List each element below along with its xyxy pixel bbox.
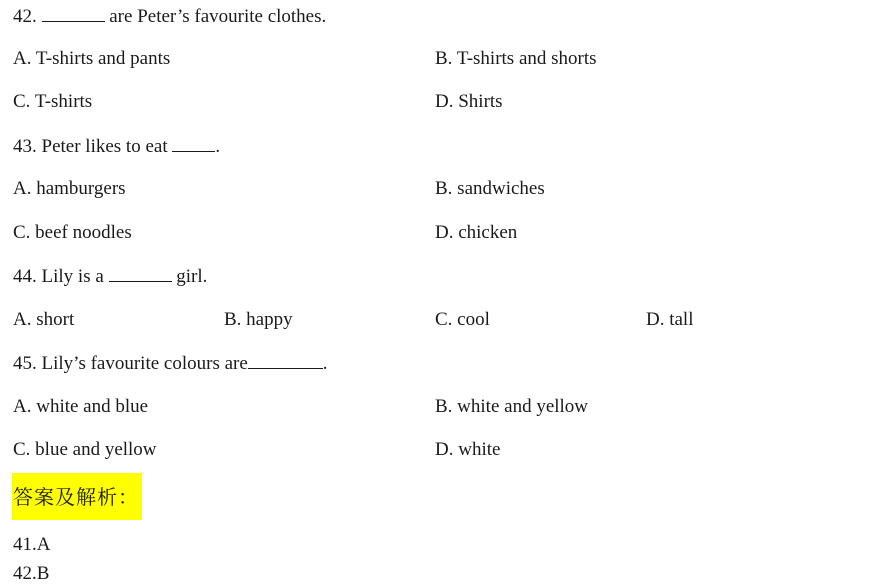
option-a: A. T-shirts and pants (13, 48, 171, 69)
option-d: D. tall (646, 309, 694, 330)
option-b: B. happy (224, 309, 293, 330)
question-stem-text: 42. (13, 6, 42, 27)
option-b: B. white and yellow (435, 396, 589, 417)
option-c: C. blue and yellow (13, 439, 157, 460)
option-b: B. sandwiches (435, 178, 545, 199)
option-c: C. cool (435, 309, 490, 330)
question-stem-text: . (215, 136, 221, 157)
question-44-stem (13, 265, 207, 288)
question-45-stem (13, 352, 328, 375)
answer-blank (42, 5, 105, 22)
option-a: A. hamburgers (13, 178, 126, 199)
option-a: A. white and blue (13, 396, 149, 417)
question-43-stem (13, 135, 220, 158)
answers-heading-highlight (12, 473, 142, 520)
option-d: D. white (435, 439, 501, 460)
question-stem-text: 43. Peter likes to eat (13, 136, 173, 157)
question-stem-text: girl. (171, 266, 208, 287)
question-stem-text: 44. Lily is a (13, 266, 109, 287)
answer-41: 41.A (13, 534, 51, 555)
answer-blank (248, 352, 323, 369)
question-42-stem (13, 5, 326, 28)
question-stem-text: 45. Lily’s favourite colours are (13, 353, 248, 374)
option-c: C. beef noodles (13, 222, 132, 243)
answer-blank (109, 265, 172, 282)
option-a: A. short (13, 309, 75, 330)
answer-42: 42.B (13, 563, 50, 584)
answer-blank (172, 135, 215, 152)
option-d: D. chicken (435, 222, 518, 243)
answers-heading: 答案及解析： (13, 485, 139, 509)
option-b: B. T-shirts and shorts (435, 48, 597, 69)
option-c: C. T-shirts (13, 91, 93, 112)
option-d: D. Shirts (435, 91, 503, 112)
question-stem-text: are Peter’s favourite clothes. (104, 6, 327, 27)
question-stem-text: . (322, 353, 328, 374)
